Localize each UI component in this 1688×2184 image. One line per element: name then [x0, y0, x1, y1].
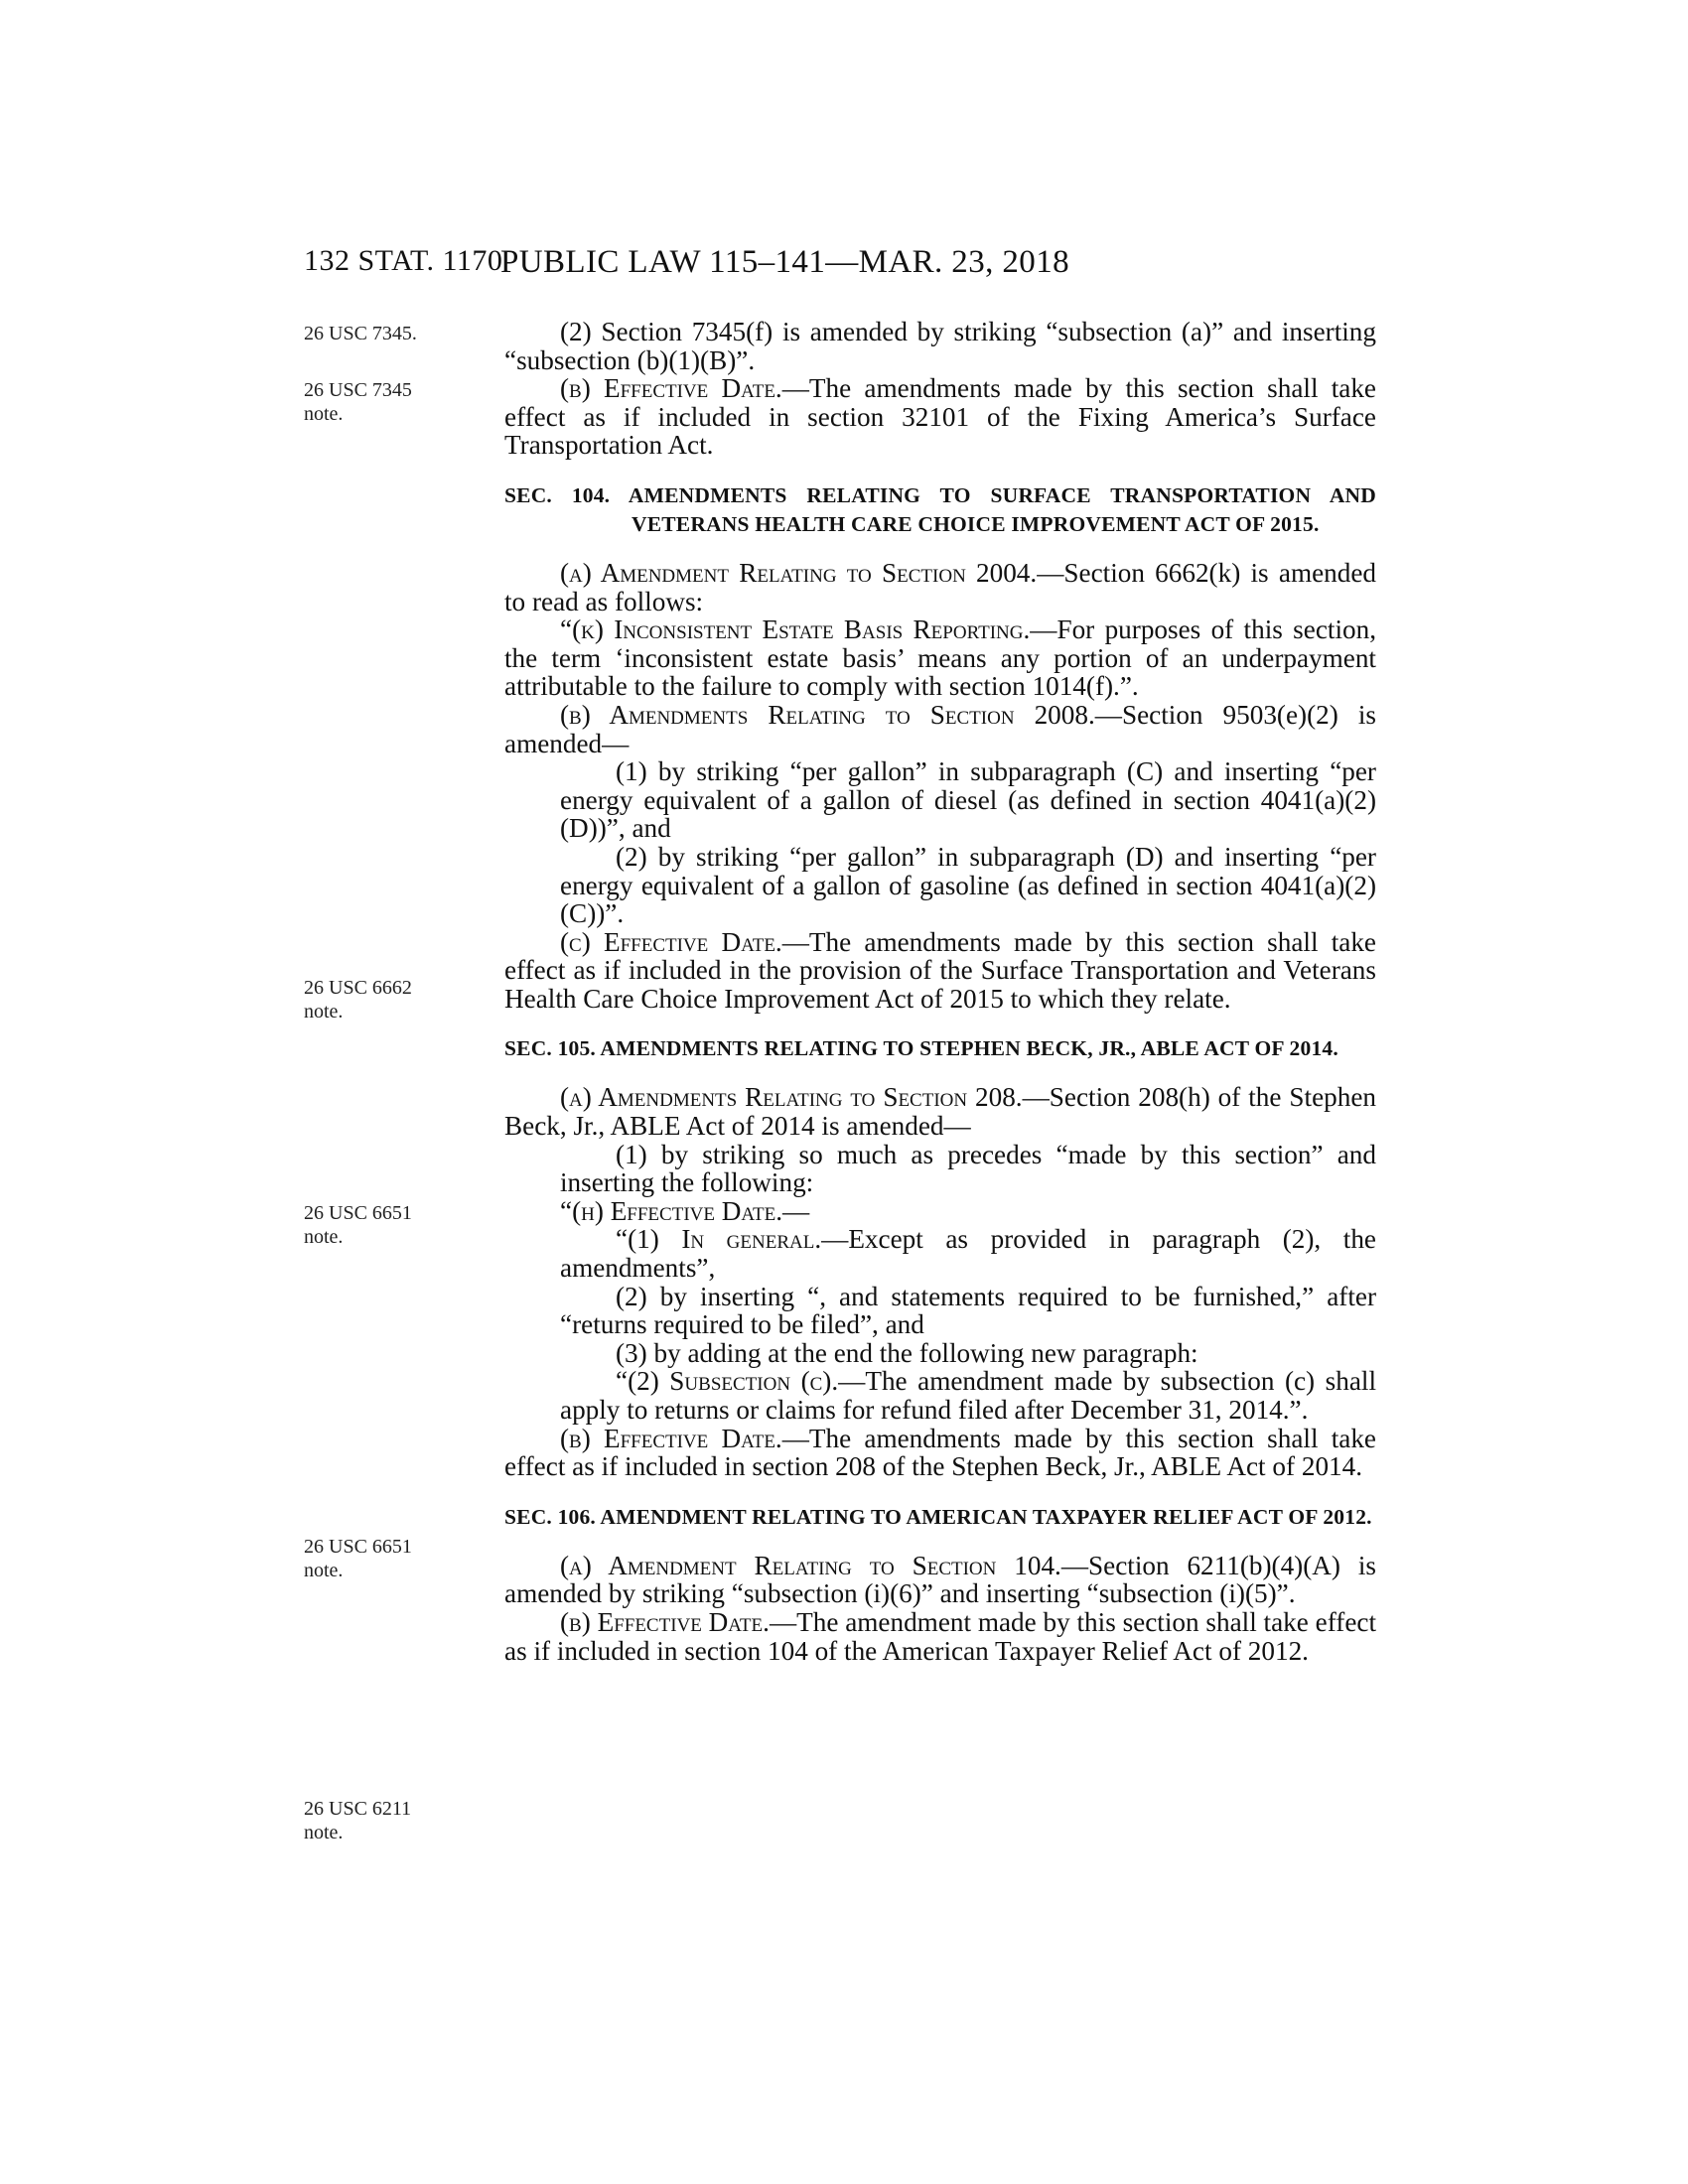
sec105-a-paragraph-2: (2) by inserting “, and statements required to be furnished,” after “returns required to be filed”, and	[560, 1281, 1376, 1340]
sec104-b-paragraph-1: (1) by striking “per gallon” in subparagraph (C) and inserting “per energy equivalent of a gallon of diesel (as defined in section 4041(a)(2)(D))”, and	[560, 756, 1376, 844]
sec104-subsection-a: (a) Amendment Relating to Section 2004.—Section 6662(k) is amended to read as follows:	[504, 557, 1377, 616]
sec106-subsection-b: (b) Effective Date.—The amendment made by this section shall take effect as if included in section 104 of the American Taxpayer Relief Act of 2012.	[504, 1606, 1377, 1666]
margin-note-6651-note-a: 26 USC 6651 note.	[304, 1202, 412, 1248]
page-header	[304, 244, 1380, 286]
margin-note-7345: 26 USC 7345.	[304, 323, 417, 344]
sec104-quoted-k: “(k) Inconsistent Estate Basis Reporting.—For purposes of this section, the term ‘inconsistent estate basis’ means any portion of an underpayment attributable to the failure to comply with section 1014(f).”.	[504, 614, 1376, 702]
sec104-subsection-c: (c) Effective Date.—The amendments made by this section shall take effect as if included in the provision of the Surface Transportation and Veterans Health Care Choice Improvement Act of 2015 to which they relate.	[504, 926, 1376, 1014]
margin-note-6651-note-b: 26 USC 6651 note.	[304, 1536, 412, 1581]
sec105-quoted-2: “(2) Subsection (c).—The amendment made by subsection (c) shall apply to returns or claims for refund filed after December 31, 2014.”.	[560, 1366, 1376, 1425]
law-title: PUBLIC LAW 115–141—MAR. 23, 2018	[500, 244, 1070, 280]
sec105-subsection-a: (a) Amendments Relating to Section 208.—Section 208(h) of the Stephen Beck, Jr., ABLE Act of 2014 is amended—	[504, 1082, 1376, 1142]
sec105-heading: SEC. 105. AMENDMENTS RELATING TO STEPHEN BECK, JR., ABLE ACT OF 2014.	[504, 1036, 1338, 1061]
sec106-subsection-a: (a) Amendment Relating to Section 104.—Section 6211(b)(4)(A) is amended by striking “subsection (i)(6)” and inserting “subsection (i)(5)”.	[504, 1550, 1376, 1609]
margin-note-6211-note: 26 USC 6211 note.	[304, 1798, 412, 1843]
sec105-a-paragraph-3: (3) by adding at the end the following new paragraph:	[616, 1337, 1198, 1368]
sec106-heading: SEC. 106. AMENDMENT RELATING TO AMERICAN TAXPAYER RELIEF ACT OF 2012.	[504, 1504, 1372, 1529]
sec105-quoted-h1: “(1) In general.—Except as provided in paragraph (2), the amendments”,	[560, 1224, 1376, 1284]
stat-page-number: 132 STAT. 1170	[304, 244, 503, 277]
margin-note-6662-note: 26 USC 6662 note.	[304, 977, 412, 1023]
statute-body	[504, 318, 1376, 1665]
sec104-subsection-b: (b) Amendments Relating to Section 2008.—Section 9503(e)(2) is amended—	[504, 699, 1376, 758]
sec103-subsection-b: (b) Effective Date.—The amendments made by this section shall take effect as if included in section 32101 of the Fixing America’s Surface Transportation Act.	[504, 373, 1376, 461]
sec103-paragraph-2: (2) Section 7345(f) is amended by striking “subsection (a)” and inserting “subsection (b)(1)(B)”.	[504, 317, 1376, 375]
sec105-a-paragraph-1: (1) by striking so much as precedes “made by this section” and inserting the following:	[560, 1139, 1376, 1198]
margin-note-7345-note: 26 USC 7345 note.	[304, 379, 412, 425]
sec104-b-paragraph-2: (2) by striking “per gallon” in subparagraph (D) and inserting “per energy equivalent of a gallon of gasoline (as defined in section 4041(a)(2)(C))”.	[560, 841, 1376, 929]
sec105-quoted-h: “(h) Effective Date.—	[560, 1195, 810, 1226]
sec105-subsection-b: (b) Effective Date.—The amendments made by this section shall take effect as if included in section 208 of the Stephen Beck, Jr., ABLE Act of 2014.	[504, 1423, 1376, 1482]
sec104-heading: SEC. 104. AMENDMENTS RELATING TO SURFACE TRANSPORTATION AND VETERANS HEALTH CARE CHOICE IMPROVEMENT ACT OF 2015.	[504, 482, 1376, 536]
